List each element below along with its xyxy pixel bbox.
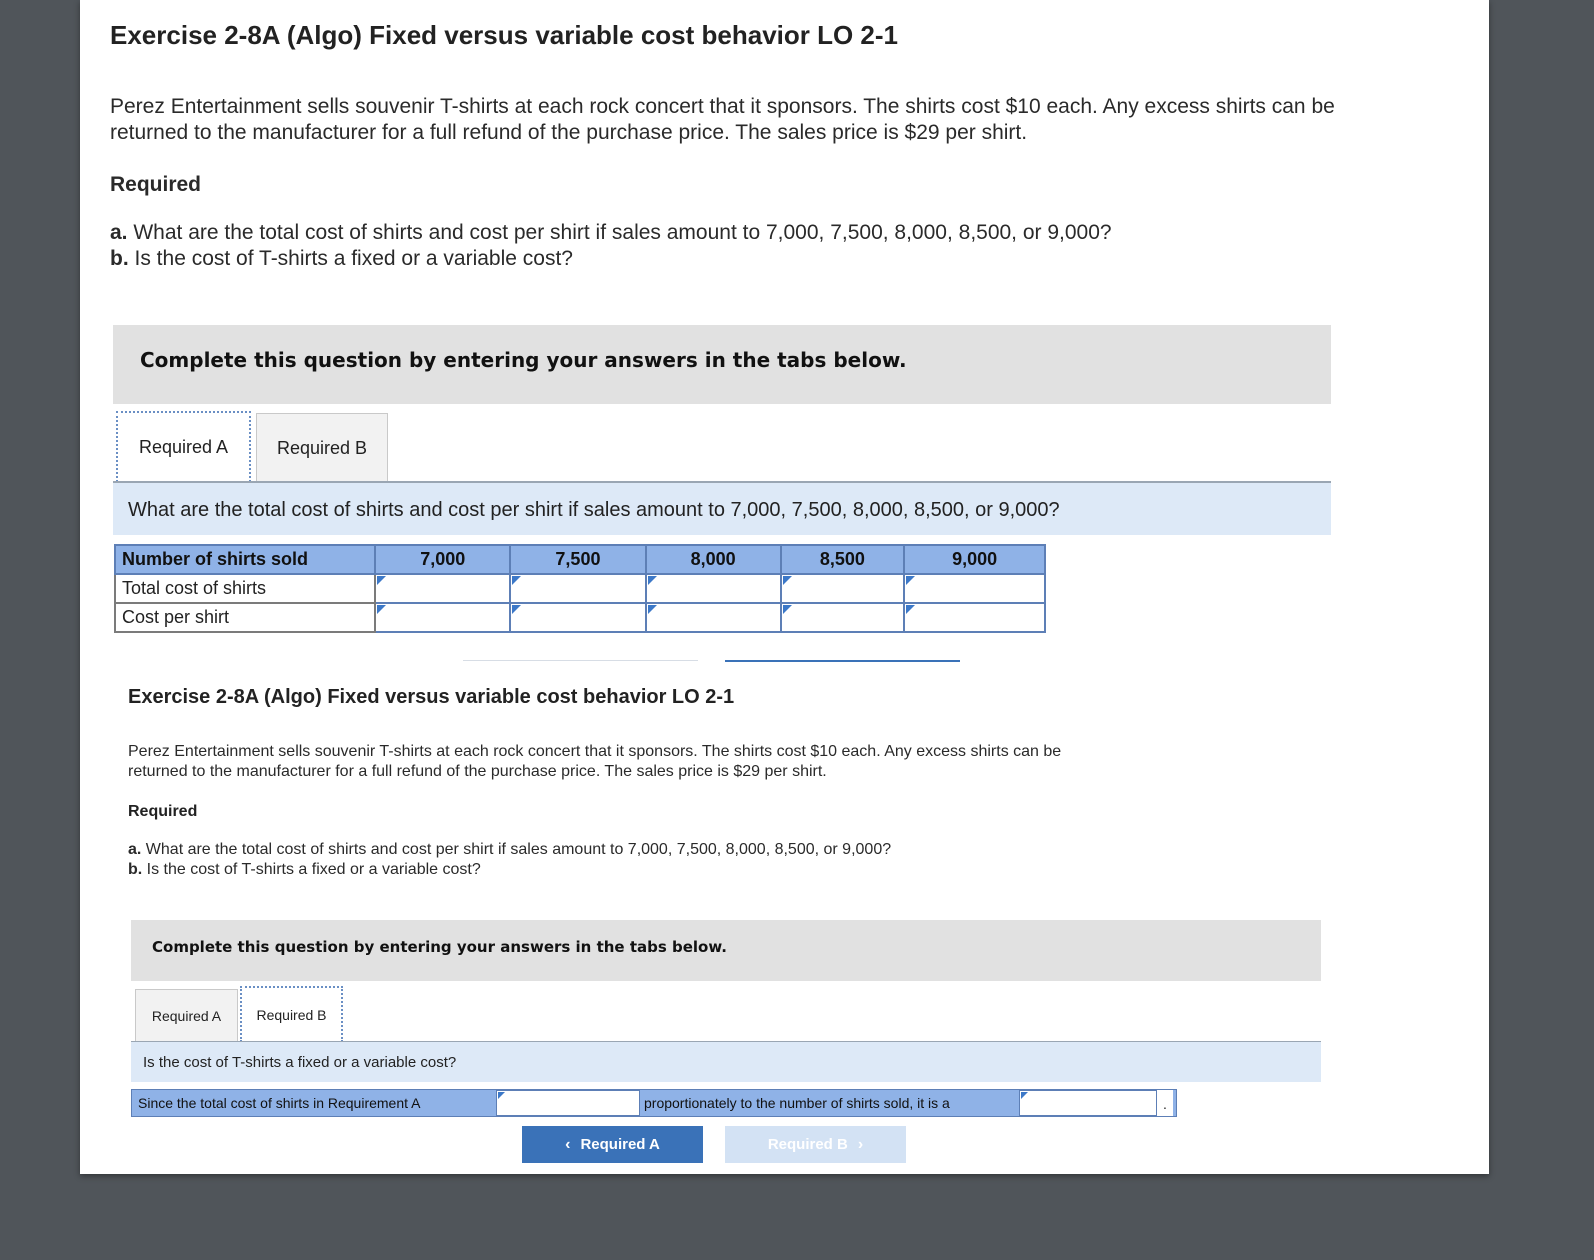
total-cost-7000-cell [375,574,510,603]
cost-per-shirt-7000-input[interactable] [376,604,509,631]
cost-per-shirt-9000-cell [904,603,1045,632]
intro-line-2: returned to the manufacturer for a full refund of the purchase price. The sales price is $29 per shirt. [110,121,1028,144]
tab-required-a[interactable]: Required A [135,989,238,1042]
cost-per-shirt-8500-cell [781,603,905,632]
total-cost-9000-cell [904,574,1045,603]
total-cost-8500-cell [781,574,905,603]
total-cost-8000-input[interactable] [647,575,780,602]
requirement-a [110,220,1450,246]
required-heading: Required [110,173,202,196]
total-cost-7000-input[interactable] [376,575,509,602]
banner-text: Complete this question by entering your answers in the tabs below. [140,348,907,372]
prev-required-a-button[interactable] [522,1126,703,1163]
question-text: What are the total cost of shirts and cost per shirt if sales amount to 7,000, 7,500, 8,000, 8,500, or 9,000? [128,499,1060,521]
nav-button-edge [463,660,698,661]
cost-behavior-change-input[interactable] [496,1090,640,1116]
section-title: Exercise 2-8A (Algo) Fixed versus variable cost behavior LO 2-1 [128,686,735,708]
nav-button-edge [725,660,960,662]
requirement-a [128,840,1228,860]
question-bar [113,483,1331,535]
req-b-text: Is the cost of T-shirts a fixed or a variable cost? [142,861,481,878]
chevron-left-icon: ‹ [565,1135,571,1153]
question-bar [131,1042,1321,1082]
table-header-row [115,545,1045,574]
problem-intro [110,94,1450,146]
exercise-panel [80,0,1489,1174]
total-cost-9000-input[interactable] [905,575,1044,602]
next-button-label: Required B [767,1136,848,1153]
answer-period: . [1157,1090,1173,1116]
answer-row [131,1089,1177,1117]
intro-line-1: Perez Entertainment sells souvenir T-shirts at each rock concert that it sponsors. The shirts cost $10 each. Any excess shirts can be [110,95,1335,118]
requirement-b [110,246,1450,272]
page-title: Exercise 2-8A (Algo) Fixed versus variable cost behavior LO 2-1 [110,20,899,50]
req-a-prefix: a. [128,841,142,858]
cost-type-input[interactable] [1019,1090,1157,1116]
table-row [115,574,1045,603]
cost-per-shirt-8000-input[interactable] [647,604,780,631]
cost-per-shirt-7500-input[interactable] [511,604,645,631]
instructions-banner [113,325,1331,404]
req-a-text: What are the total cost of shirts and cost per shirt if sales amount to 7,000, 7,500, 8,000, 8,500, or 9,000? [141,841,892,858]
answer-label-1: Since the total cost of shirts in Requirement A [138,1095,421,1111]
cost-per-shirt-9000-input[interactable] [905,604,1044,631]
answer-label-2: proportionately to the number of shirts sold, it is a [644,1095,950,1111]
req-b-prefix: b. [110,247,129,270]
requirements-list [110,220,1450,272]
cost-per-shirt-7500-cell [510,603,646,632]
chevron-right-icon: › [857,1135,864,1153]
header-8500: 8,500 [781,545,905,574]
req-b-prefix: b. [128,861,143,878]
req-b-text: Is the cost of T-shirts a fixed or a variable cost? [128,247,573,270]
total-cost-7500-input[interactable] [511,575,645,602]
question-text: Is the cost of T-shirts a fixed or a variable cost? [143,1054,457,1071]
intro-line-2: returned to the manufacturer for a full refund of the purchase price. The sales price is $29 per shirt. [128,763,827,780]
cost-per-shirt-7000-cell [375,603,510,632]
cost-per-shirt-8500-input[interactable] [782,604,904,631]
req-a-text: What are the total cost of shirts and cost per shirt if sales amount to 7,000, 7,500, 8,000, 8,500, or 9,000? [127,221,1112,244]
cost-per-shirt-8000-cell [646,603,781,632]
total-cost-8000-cell [646,574,781,603]
total-cost-8500-input[interactable] [782,575,904,602]
instructions-banner [131,920,1321,981]
tab-required-b[interactable]: Required B [240,986,343,1042]
req-a-prefix: a. [110,221,128,244]
cost-table [114,544,1046,633]
header-8000: 8,000 [646,545,781,574]
tab-required-a[interactable]: Required A [116,411,251,482]
header-7500: 7,500 [510,545,646,574]
intro-line-1: Perez Entertainment sells souvenir T-shirts at each rock concert that it sponsors. The shirts cost $10 each. Any excess shirts can be [128,743,1062,760]
prev-button-label: Required A [580,1136,660,1153]
header-9000: 9,000 [904,545,1045,574]
row-label-cost-per-shirt: Cost per shirt [115,603,375,632]
row-label-total-cost: Total cost of shirts [115,574,375,603]
problem-intro-repeat [128,742,1228,782]
tab-required-b[interactable]: Required B [256,413,388,482]
total-cost-7500-cell [510,574,646,603]
header-7000: 7,000 [375,545,510,574]
required-heading: Required [128,803,198,820]
requirement-b [128,860,1228,880]
table-row [115,603,1045,632]
next-required-b-button[interactable] [725,1126,906,1163]
banner-text: Complete this question by entering your answers in the tabs below. [152,938,727,956]
header-shirts-sold: Number of shirts sold [115,545,375,574]
requirements-list [128,840,1228,880]
